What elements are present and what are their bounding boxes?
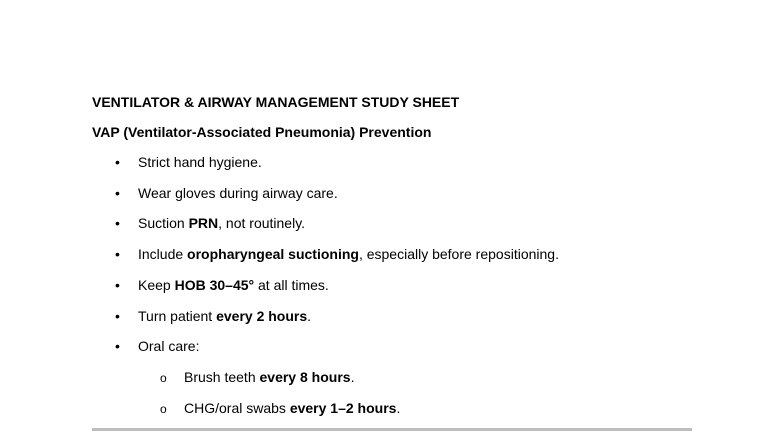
sub-list-item-text: Brush teeth every 8 hours.	[184, 369, 355, 385]
document-title: VENTILATOR & AIRWAY MANAGEMENT STUDY SHEET	[92, 94, 460, 110]
bullet-icon: •	[115, 277, 120, 293]
bullet-icon: •	[115, 215, 120, 231]
bullet-icon: •	[115, 338, 120, 354]
hollow-bullet-icon: o	[160, 402, 167, 416]
list-item-text: Include oropharyngeal suctioning, especially before repositioning.	[138, 246, 559, 262]
list-item-text: Keep HOB 30–45° at all times.	[138, 277, 329, 293]
section-heading: VAP (Ventilator-Associated Pneumonia) Prevention	[92, 124, 432, 140]
horizontal-divider	[92, 428, 692, 431]
hollow-bullet-icon: o	[160, 371, 167, 385]
bullet-icon: •	[115, 154, 120, 170]
sub-list-item-text: CHG/oral swabs every 1–2 hours.	[184, 400, 401, 416]
bullet-icon: •	[115, 308, 120, 324]
list-item-text: Strict hand hygiene.	[138, 154, 262, 170]
bullet-icon: •	[115, 246, 120, 262]
list-item-text: Suction PRN, not routinely.	[138, 215, 306, 231]
list-item-text: Oral care:	[138, 338, 200, 354]
list-item-text: Wear gloves during airway care.	[138, 185, 338, 201]
list-item-text: Turn patient every 2 hours.	[138, 308, 312, 324]
bullet-icon: •	[115, 185, 120, 201]
